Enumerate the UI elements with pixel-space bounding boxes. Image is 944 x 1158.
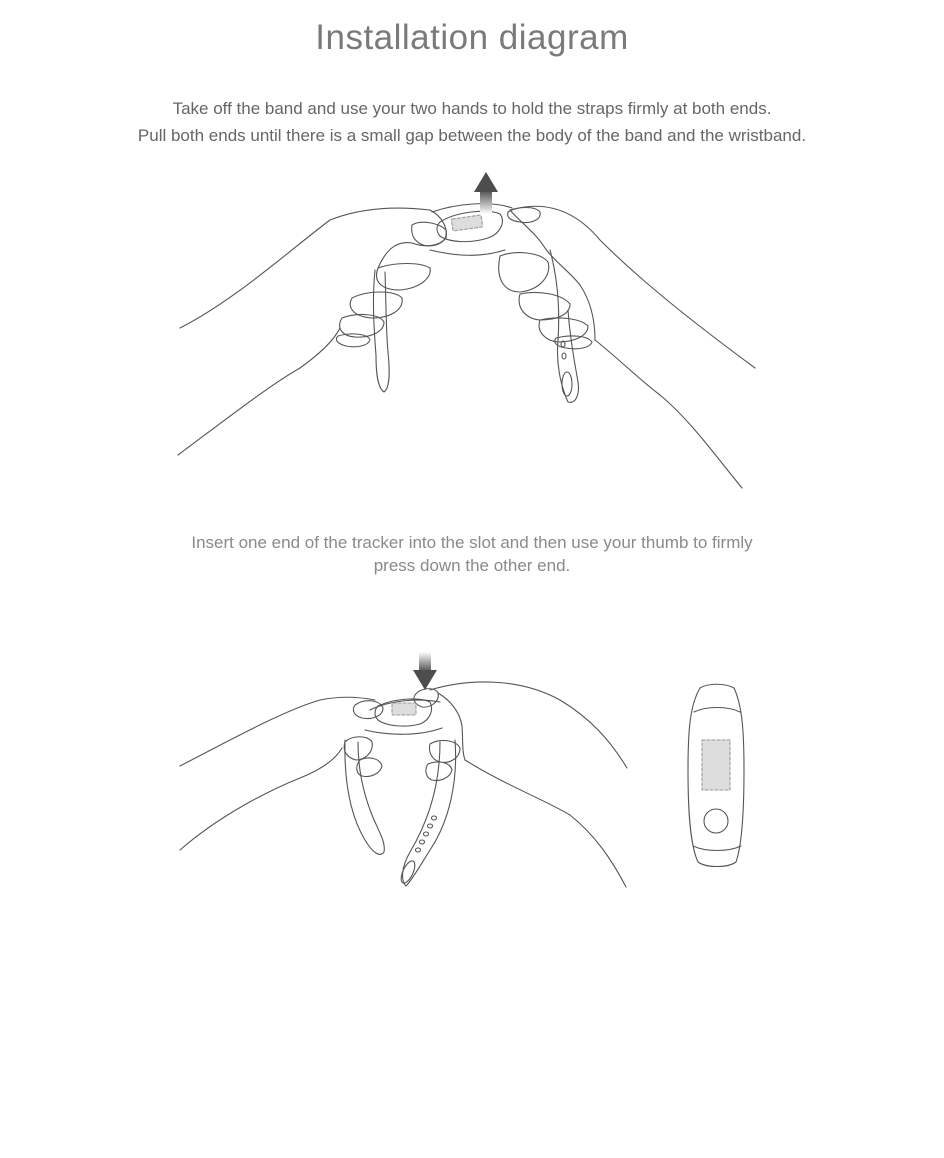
band-body-top <box>432 204 512 212</box>
right-hand-back <box>438 693 465 760</box>
band-body-bottom <box>430 250 505 255</box>
step-2-illustration <box>180 682 627 887</box>
right-arm-upper-outline <box>510 206 755 368</box>
left-fingers <box>344 737 382 777</box>
touch-button-icon <box>704 809 728 833</box>
strap-hole <box>428 824 433 828</box>
left-finger-1 <box>377 264 431 291</box>
left-hand-back <box>378 210 446 268</box>
tracker-display <box>702 740 730 790</box>
right-arm-upper-outline <box>430 682 627 768</box>
strap-hole <box>416 848 421 852</box>
left-thumb <box>353 701 383 719</box>
right-hand-back <box>510 210 595 340</box>
step-2-line-2: press down the other end. <box>373 556 571 575</box>
right-arm-lower-outline <box>465 760 626 887</box>
strap-hole <box>432 816 437 820</box>
right-thumb <box>414 689 438 707</box>
pull-up-arrow-icon <box>474 172 498 214</box>
page-title: Installation diagram <box>315 18 629 57</box>
strap-loop <box>398 859 417 885</box>
right-finger-1 <box>499 253 549 292</box>
tracker-screen-area <box>392 703 416 715</box>
step-1-line-2: Pull both ends until there is a small gap between the body of the band and the wristband. <box>137 126 807 145</box>
step-1-line-1: Take off the band and use your two hands to hold the straps firmly at both ends. <box>172 99 772 118</box>
right-finger-2 <box>519 292 570 320</box>
band-inner-outline <box>694 708 740 713</box>
band-strap-right <box>550 250 578 402</box>
press-down-arrow-icon <box>413 652 437 690</box>
strap-loop <box>562 372 572 396</box>
installed-band-front-view <box>688 684 744 866</box>
strap-hole <box>424 832 429 836</box>
left-arm-upper-outline <box>180 697 375 766</box>
left-finger-4 <box>336 334 370 347</box>
strap-hole <box>562 353 566 359</box>
step-1-illustration <box>178 204 755 488</box>
left-arm-upper-outline <box>180 208 430 328</box>
right-finger-3 <box>539 318 588 342</box>
tracker-screen-area <box>451 215 482 231</box>
band-inner-outline <box>693 846 741 851</box>
strap-hole <box>420 840 425 844</box>
step-2-line-1: Insert one end of the tracker into the slot and then use your thumb to firmly <box>191 533 753 552</box>
left-thumb <box>412 222 447 246</box>
left-arm-lower-outline <box>178 328 340 455</box>
band-body-bottom <box>365 728 442 734</box>
left-arm-lower-outline <box>180 748 342 850</box>
right-arm-lower-outline <box>595 340 742 488</box>
right-thumb <box>508 208 541 223</box>
